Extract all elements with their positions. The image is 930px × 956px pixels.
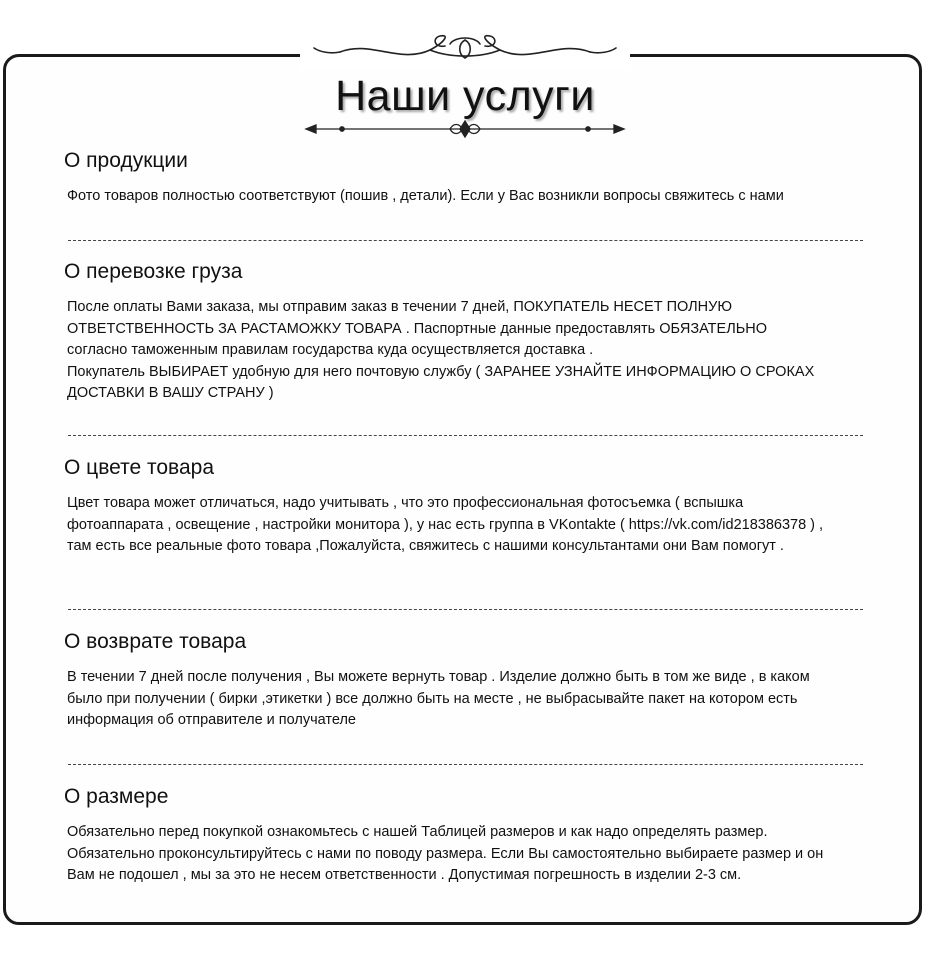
text-line: фотоаппарата , освещение , настройки монитора ), у нас есть группа в VKontakte ( https://vk.com/id218386378 ) , bbox=[67, 516, 824, 533]
section-body-shipping bbox=[67, 297, 867, 405]
page-title: Наши услуги bbox=[335, 72, 595, 120]
section-body-color bbox=[67, 493, 867, 558]
text-line: ДОСТАВКИ В ВАШУ СТРАНУ ) bbox=[67, 385, 274, 401]
text-line: ОТВЕТСТВЕННОСТЬ ЗА РАСТАМОЖКУ ТОВАРА . Паспортные данные предоставлять ОБЯЗАТЕЛЬНО bbox=[67, 320, 767, 337]
text-line: там есть все реальные фото товара ,Пожалуйста, свяжитесь с нашими консультантами они Вам помогут . bbox=[67, 538, 784, 554]
section-divider bbox=[68, 764, 863, 765]
text-line: Вам не подошел , мы за это не несем ответственности . Допустимая погрешность в изделии 2-3 см. bbox=[67, 867, 742, 883]
section-heading-product: О продукции bbox=[64, 149, 188, 172]
text-line: было при получении ( бирки ,этикетки ) все должно быть на месте , не выбрасывайте пакет на котором есть bbox=[67, 690, 798, 707]
text-line: Покупатель ВЫБИРАЕТ удобную для него почтовую службу ( ЗАРАНЕЕ УЗНАЙТЕ ИНФОРМАЦИЮ О СРОКАХ bbox=[67, 363, 815, 380]
section-divider bbox=[68, 609, 863, 610]
text-line: Цвет товара может отличаться, надо учитывать , что это профессиональная фотосъемка ( вспышка bbox=[67, 495, 744, 511]
section-heading-size: О размере bbox=[64, 785, 169, 808]
section-divider bbox=[68, 240, 863, 241]
text-line: В течении 7 дней после получения , Вы можете вернуть товар . Изделие должно быть в том же виде , в каком bbox=[67, 669, 810, 685]
text-line: Обязательно проконсультируйтесь с нами по поводу размера. Если Вы самостоятельно выбираете размер и он bbox=[67, 845, 824, 862]
text-line: информация об отправителе и получателе bbox=[67, 712, 356, 728]
section-heading-color: О цвете товара bbox=[64, 456, 215, 479]
section-body-size bbox=[67, 822, 867, 887]
section-heading-shipping: О перевозке груза bbox=[64, 260, 243, 283]
text-line: согласно таможенным правилам государства куда осуществляется доставка . bbox=[67, 342, 594, 358]
text-line: Фото товаров полностью соответствуют (пошив , детали). Если у Вас возникли вопросы свяжитесь с нами bbox=[67, 188, 784, 204]
section-body-product bbox=[67, 186, 867, 208]
title-divider-ornament bbox=[304, 118, 626, 140]
section-divider bbox=[68, 435, 863, 436]
top-flourish-ornament bbox=[300, 30, 630, 70]
text-line: После оплаты Вами заказа, мы отправим заказ в течении 7 дней, ПОКУПАТЕЛЬ НЕСЕТ ПОЛНУЮ bbox=[67, 299, 732, 315]
section-heading-return: О возврате товара bbox=[64, 630, 247, 653]
section-body-return bbox=[67, 667, 867, 732]
text-line: Обязательно перед покупкой ознакомьтесь с нашей Таблицей размеров и как надо определять размер. bbox=[67, 824, 768, 840]
